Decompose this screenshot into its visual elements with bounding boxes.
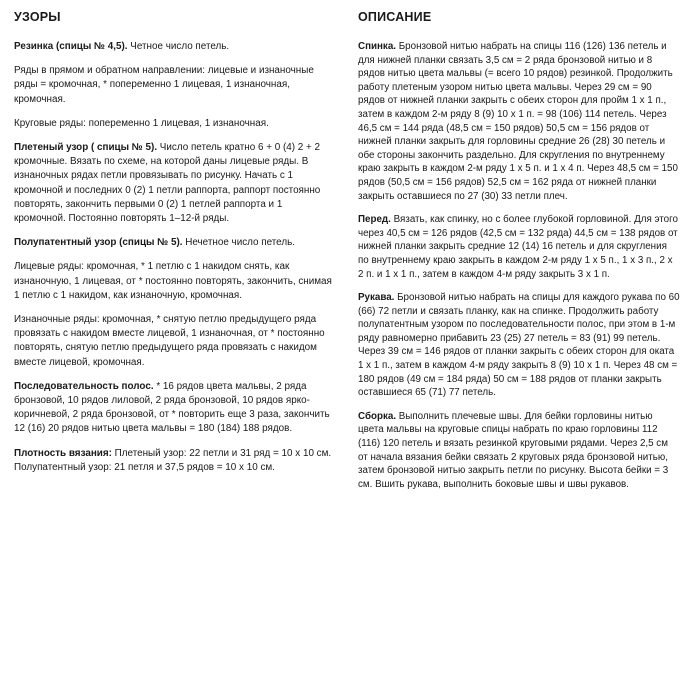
halfpatent-paragraph: [14, 236, 332, 250]
stripes-paragraph: [14, 380, 332, 437]
halfpatent-wrong-rows: Изнаночные ряды: кромочная, * снятую петлю предыдущего ряда провязать с накидом вместе лицевой, 1 изнаночная, от * постоянно повторять, снятую петлю предыдущего ряда провязать с накидом вместе лицевой, кромочная.: [14, 314, 325, 368]
front-paragraph: [358, 213, 680, 281]
description-heading: ОПИСАНИЕ: [358, 10, 432, 24]
sleeves-text: Бронзовой нитью набрать на спицы для каждого рукава по 60 (66) 72 петли и связать планку, как на спинке. Продолжить работу полупатентным узором по последовательности полос, при этом в 1-м ряду равномерно прибавить 23 (25) 27 петель = 83 (91) 99 петель. Через 39 см = 146 рядов от планки закрыть с обеих сторон для оката 1 х 1 п., затем в каждом 4-м ряду закрыть 8 (9) 10 х 1 п. Через 48 см = 180 рядов (49 см = 184 ряда) 50 см = 188 рядов от планки закрыть оставшиеся 65 (71) 77 петель.: [358, 292, 680, 399]
sleeves-paragraph: [358, 291, 680, 400]
braid-text: Число петель кратно 6 + 0 (4) 2 + 2 кромочные. Вязать по схеме, на которой даны лицевые ряды. В изнаночных рядах петли провязывать по рисунку. Начать с 1 кромочной и последних 0 (2) 1 петли раппорта, раппорт постоянно повторять, закончить первыми 0 (2) 1 петлей раппорта и 1 кромочной. Постоянно повторять 1–12-й ряды.: [14, 142, 321, 225]
halfpatent-right-rows: Лицевые ряды: кромочная, * 1 петлю с 1 накидом снять, как изнаночную, 1 лицевая, от * постоянно повторять, закончить, снимая 1 петлю с 1 накидом, как изнаночную, кромочная.: [14, 261, 332, 301]
back-paragraph: [358, 40, 680, 203]
patterns-column: [14, 10, 332, 485]
patterns-heading: УЗОРЫ: [14, 10, 61, 24]
front-text: Вязать, как спинку, но с более глубокой горловиной. Для этого через 40,5 см = 126 рядов (42,5 см = 132 ряда) 44,5 см = 138 рядов от нижней планки закрыть средние 12 (14) 16 петель и для скругления по внутреннему краю закрыть в каждом 2-м ряду 1 х 5 п., 1 х 3 п., 2 х 2 п. и 1 х 1 п., затем в каждом 4-м ряду закрыть 3 х 1 п.: [358, 214, 678, 280]
front-title: Перед.: [358, 214, 391, 226]
rib-rows-flat: Ряды в прямом и обратном направлении: лицевые и изнаночные ряды = кромочная, * попеременно 1 лицевая, 1 изнаночная, кромочная.: [14, 65, 314, 105]
halfpatent-intro: Нечетное число петель.: [182, 237, 295, 249]
sleeves-title: Рукава.: [358, 292, 395, 304]
description-column: [358, 10, 680, 501]
gauge-title: Плотность вязания:: [14, 447, 112, 459]
back-text: Бронзовой нитью набрать на спицы 116 (126) 136 петель и для нижней планки связать 3,5 см = 2 ряда бронзовой нитью и 8 рядов нитью цвета мальвы (= всего 10 рядов) резинкой. Продолжить работу плетеным узором нитью цвета мальвы. Через 29 см = 90 рядов от нижней планки закрыть с обеих сторон для пройм 1 х 1 п., затем в каждом 2-м ряду 8 (9) 10 х 1 п. = 98 (106) 114 петель. Через 46,5 см = 144 ряда (48,5 см = 150 рядов) 50,5 см = 156 рядов от нижней планки закрыть для горловины средние 26 (28) 30 петель и обе стороны закончить раздельно. Для скругления по внутреннему краю закрыть в каждом 2-м ряду 1 х 5 п. и 1 х 4 п. Через 48,5 см = 150 рядов (50,5 см = 156 рядов) 52,5 см = 162 ряда от нижней планки закрыть оставшиеся по 27 (30) 33 петли плеч.: [358, 41, 678, 202]
assembly-paragraph: [358, 410, 680, 492]
assembly-text: Выполнить плечевые швы. Для бейки горловины нитью цвета мальвы на круговые спицы набрать по краю горловины 112 (116) 120 петель и вязать резинкой круговыми рядами. Через 2,5 см от начала вязания бейки связать 2 круговых ряда бронзовой нитью, затем бронзовой нитью закрыть петли по рисунку. Высота бейки = 3 см. Вшить рукава, выполнить боковые швы и швы рукавов.: [358, 410, 669, 490]
stripes-title: Последовательность полос.: [14, 380, 154, 392]
braid-title: Плетеный узор ( спицы № 5).: [14, 142, 158, 154]
back-title: Спинка.: [358, 41, 397, 52]
braid-paragraph: [14, 141, 332, 226]
rib-intro: Четное число петель.: [127, 41, 230, 52]
rib-title: Резинка (спицы № 4,5).: [14, 41, 128, 52]
rib-rows-round: Круговые ряды: попеременно 1 лицевая, 1 изнаночная.: [14, 117, 269, 129]
assembly-title: Сборка.: [358, 410, 397, 422]
rib-paragraph: [14, 40, 332, 54]
gauge-paragraph: [14, 447, 332, 475]
gauge-text: Плетеный узор: 22 петли и 31 ряд = 10 х 10 см. Полупатентный узор: 21 петля и 37,5 рядов = 10 х 10 см.: [14, 447, 332, 473]
stripes-text: * 16 рядов цвета мальвы, 2 ряда бронзовой, 10 рядов лиловой, 2 ряда бронзовой, 10 рядов ярко-коричневой, 2 ряда бронзовой, от * повторить еще 3 раза, закончить 12 (16) 20 рядов нитью цвета мальвы = 180 (184) 188 рядов.: [14, 380, 330, 435]
halfpatent-title: Полупатентный узор (спицы № 5).: [14, 237, 183, 249]
